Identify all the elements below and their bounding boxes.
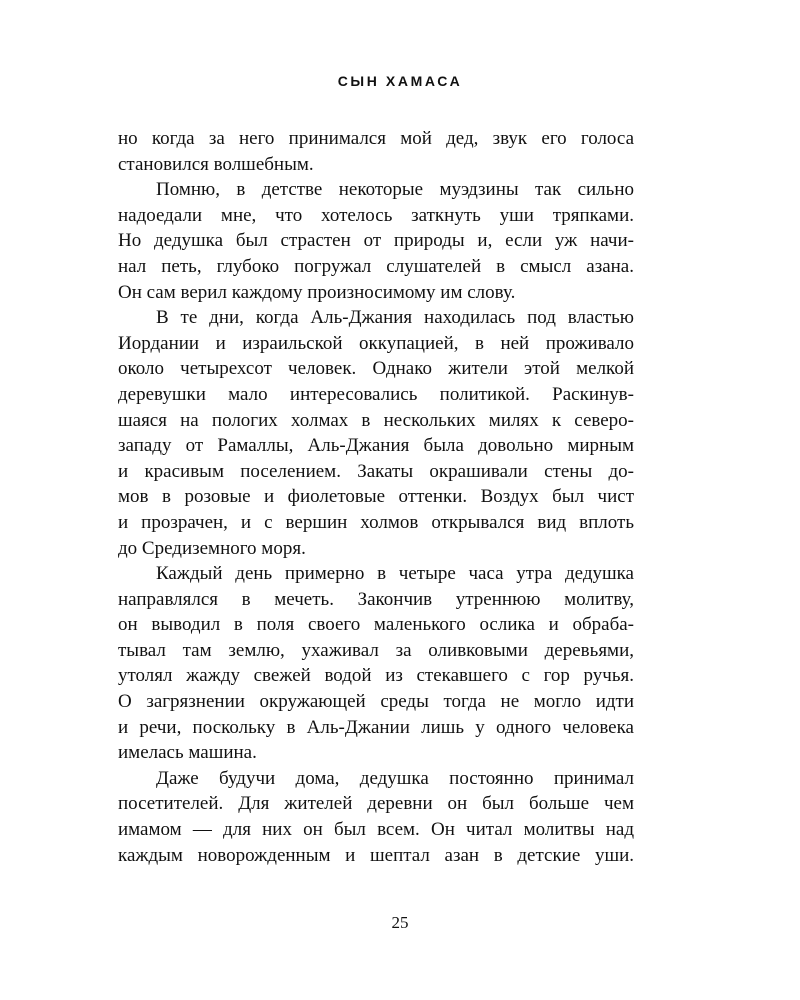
text-line: Каждый день примерно в четыре часа утра дедушка [156, 563, 634, 585]
text-line: Он сам верил каждому произносимому им слову. [118, 281, 516, 303]
text-line: имелась машина. [118, 742, 257, 764]
text-line: становился волшебным. [118, 153, 314, 175]
text-line: западу от Рамаллы, Аль-Джания была довольно мирным [118, 435, 634, 457]
text-line: Даже будучи дома, дедушка постоянно принимал [156, 767, 634, 789]
text-line: направлялся в мечеть. Закончив утреннюю молитву, [118, 588, 634, 610]
text-line: нал петь, глубоко погружал слушателей в смысл азана. [118, 255, 634, 277]
text-line: В те дни, когда Аль-Джания находилась под властью [156, 307, 634, 329]
text-line: и прозрачен, и с вершин холмов открывался вид вплоть [118, 511, 634, 533]
text-line: шаяся на пологих холмах в нескольких милях к северо- [118, 409, 634, 431]
page-number: 25 [391, 913, 409, 932]
text-line: надоедали мне, что хотелось заткнуть уши тряпками. [118, 204, 634, 226]
text-line: каждым новорожденным и шептал азан в детские уши. [118, 844, 634, 866]
text-line: посетителей. Для жителей деревни он был больше чем [118, 793, 634, 815]
text-line: тывал там землю, ухаживал за оливковыми деревьями, [118, 639, 634, 661]
text-line: имамом — для них он был всем. Он читал молитвы над [118, 819, 634, 841]
text-line: Помню, в детстве некоторые муэдзины так сильно [156, 179, 634, 201]
text-line: Иордании и израильской оккупацией, в ней проживало [118, 332, 634, 354]
text-line: О загрязнении окружающей среды тогда не могло идти [118, 691, 634, 713]
body-text [118, 126, 634, 868]
text-line: деревушки мало интересовались политикой. Раскинув- [118, 383, 634, 405]
text-line: он выводил в поля своего маленького ослика и обраба- [118, 614, 634, 636]
text-line: до Средиземного моря. [118, 537, 306, 559]
text-line: около четырехсот человек. Однако жители этой мелкой [118, 358, 634, 380]
text-line: и красивым поселением. Закаты окрашивали стены до- [118, 460, 634, 482]
text-line: и речи, поскольку в Аль-Джании лишь у одного человека [118, 716, 634, 738]
text-line: но когда за него принимался мой дед, звук его голоса [118, 128, 634, 149]
text-line: Но дедушка был страстен от природы и, если уж начи- [118, 230, 634, 252]
running-head-title: СЫН ХАМАСА [337, 73, 463, 89]
text-line: мов в розовые и фиолетовые оттенки. Воздух был чист [118, 486, 634, 508]
text-line: утолял жажду свежей водой из стекавшего с гор ручья. [118, 665, 634, 687]
